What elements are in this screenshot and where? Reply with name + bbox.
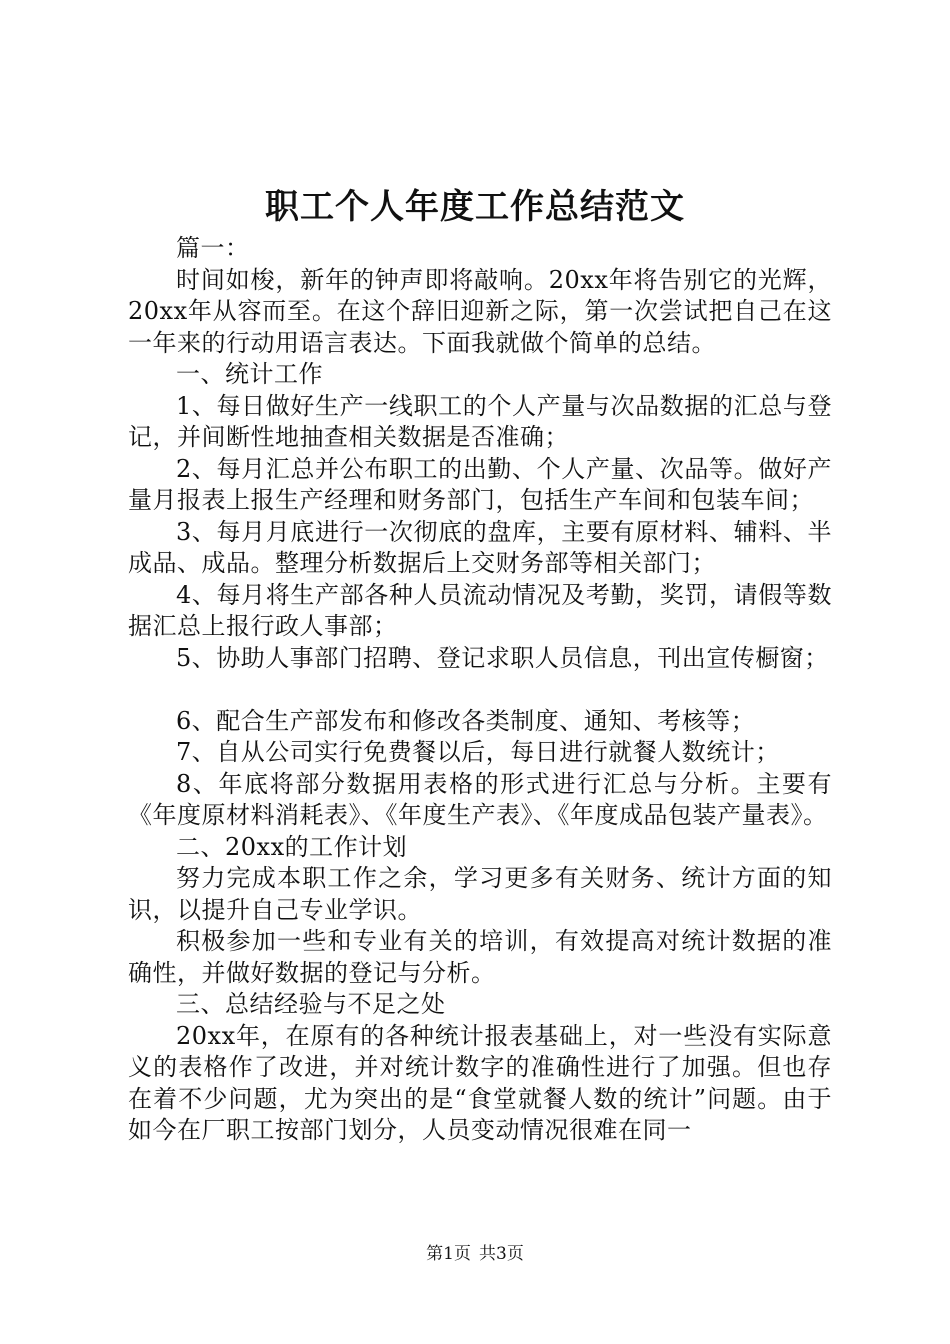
paragraph-plan-2: 积极参加一些和专业有关的培训，有效提高对统计数据的准确性，并做好数据的登记与分析。 bbox=[128, 927, 832, 987]
list-item-8: 8、年底将部分数据用表格的形式进行汇总与分析。主要有《年度原材料消耗表》、《年度生产表》、《年度成品包装产量表》。 bbox=[128, 769, 832, 829]
list-item-6: 6、配合生产部发布和修改各类制度、通知、考核等； bbox=[176, 706, 756, 735]
page-title: 职工个人年度工作总结范文 bbox=[265, 187, 685, 227]
list-item-4: 4、每月将生产部各种人员流动情况及考勤，奖罚，请假等数据汇总上报行政人事部； bbox=[128, 580, 832, 640]
paragraph-plan-1: 努力完成本职工作之余，学习更多有关财务、统计方面的知识，以提升自己专业学识。 bbox=[128, 864, 832, 924]
list-item-2: 2、每月汇总并公布职工的出勤、个人产量、次品等。做好产量月报表上报生产经理和财务部门，包括生产车间和包装车间； bbox=[128, 454, 832, 514]
page-total: 共3页 bbox=[479, 1244, 524, 1264]
paragraph-intro: 时间如梭，新年的钟声即将敲响。20xx年将告别它的光辉，20xx年从容而至。在这个辞旧迎新之际，第一次尝试把自己在这一年来的行动用语言表达。下面我就做个简单的总结。 bbox=[128, 265, 832, 357]
paragraph-summary: 20xx年，在原有的各种统计报表基础上，对一些没有实际意义的表格作了改进，并对统计数字的准确性进行了加强。但也存在着不少问题，尤为突出的是“食堂就餐人数的统计”问题。由于如今在厂职工按部门划分，人员变动情况很难在同一 bbox=[128, 1021, 832, 1144]
list-item-3: 3、每月月底进行一次彻底的盘库，主要有原材料、辅料、半成品、成品。整理分析数据后上交财务部等相关部门； bbox=[128, 517, 832, 577]
list-item-1: 1、每日做好生产一线职工的个人产量与次品数据的汇总与登记，并间断性地抽查相关数据是否准确； bbox=[128, 391, 832, 451]
list-item-7: 7、自从公司实行免费餐以后，每日进行就餐人数统计； bbox=[176, 738, 780, 766]
heading-statistics-work: 一、统计工作 bbox=[176, 360, 323, 388]
paragraph-section-label: 篇一： bbox=[176, 234, 250, 262]
page-number: 第1页 bbox=[426, 1244, 471, 1264]
document-body bbox=[128, 233, 832, 1147]
page-footer bbox=[0, 1242, 950, 1266]
heading-work-plan: 二、20xx的工作计划 bbox=[176, 832, 408, 861]
heading-summary: 三、总结经验与不足之处 bbox=[176, 990, 446, 1018]
list-item-5: 5、协助人事部门招聘、登记求职人员信息，刊出宣传橱窗； bbox=[176, 643, 829, 672]
blank-line bbox=[128, 674, 832, 706]
